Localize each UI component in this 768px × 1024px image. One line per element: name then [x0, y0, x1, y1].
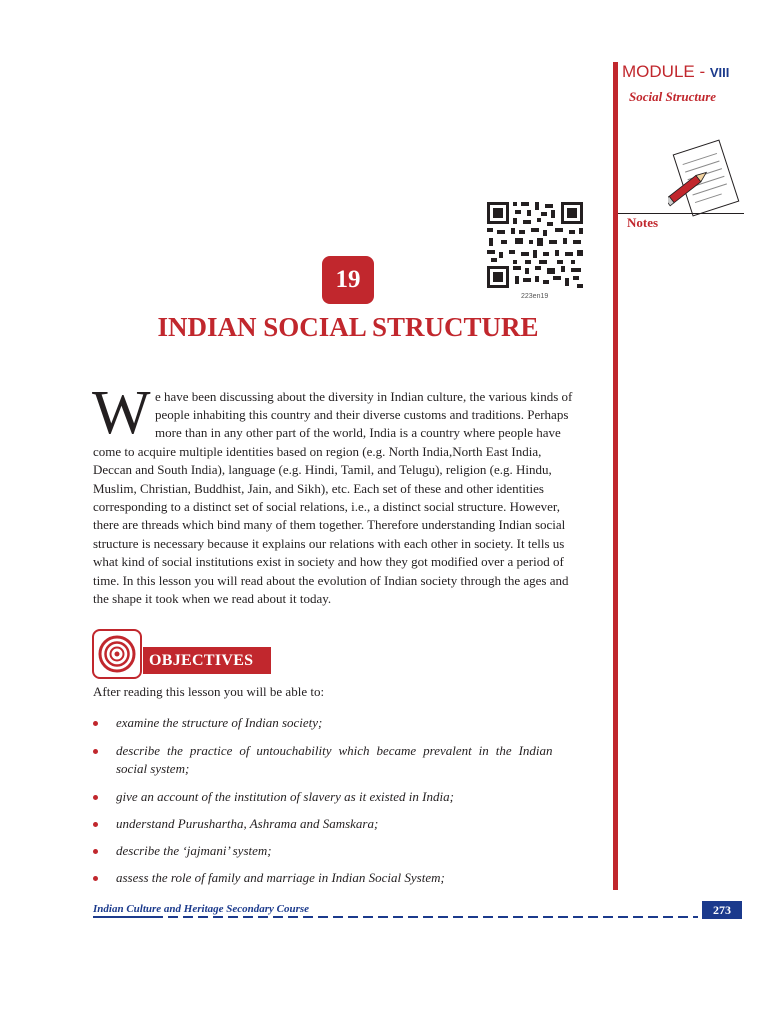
notes-label: Notes: [627, 215, 659, 230]
objectives-lead: After reading this lesson you will be able to:: [93, 684, 325, 699]
intro-line: come to acquire multiple identities based on region (e.g. North India,North East India,: [93, 444, 542, 459]
chapter-title: INDIAN SOCIAL STRUCTURE: [157, 312, 539, 342]
objective-item: assess the role of family and marriage in Indian Social System;: [116, 870, 445, 885]
intro-line: structure is necessary because it explains our relations with each other in society. It tells us: [93, 536, 565, 551]
objective-item: describe the ‘jajmani’ system;: [116, 843, 272, 858]
bullet-icon: [93, 749, 98, 754]
intro-line: there are threads which bind many of them together. Therefore understanding Indian social: [93, 517, 566, 532]
objective-item-continued: social system;: [116, 761, 190, 776]
objective-item: give an account of the institution of slavery as it existed in India;: [116, 789, 454, 804]
target-icon: [92, 629, 142, 679]
section-label: Social Structure: [629, 89, 717, 104]
intro-line: people inhabiting this country and their diverse customs and traditions. Perhaps: [155, 407, 569, 422]
intro-line: what kind of social institutions exist in society and how they got modified over a period of: [93, 554, 564, 569]
objectives-heading: OBJECTIVES: [143, 647, 271, 674]
notes-rule: [618, 213, 744, 214]
notes-pencil-icon: [668, 138, 744, 220]
intro-line: the shape it took when we read about it today.: [93, 591, 332, 606]
bullet-icon: [93, 849, 98, 854]
intro-line: corresponding to a distinct set of social relations, i.e., a distinct social structure. However,: [93, 499, 560, 514]
bullet-icon: [93, 721, 98, 726]
objective-item: describe the practice of untouchability which became prevalent in the Indian: [116, 743, 553, 758]
margin-rule: [613, 62, 618, 890]
bullet-icon: [93, 876, 98, 881]
drop-cap: W: [92, 379, 151, 447]
page-number: 273: [702, 901, 742, 919]
intro-line: Deccan and South India), language (e.g. Hindi, Tamil, and Telugu), religion (e.g. Hindu,: [93, 462, 552, 477]
chapter-number-badge: 19: [322, 256, 374, 304]
module-roman: VIII: [709, 65, 730, 80]
footer-rule-solid: [93, 916, 153, 918]
qr-caption: 223en19: [521, 293, 549, 300]
intro-line: e have been discussing about the diversity in Indian culture, the various kinds of: [155, 389, 573, 404]
module-label: [622, 62, 729, 82]
intro-line: Muslim, Christian, Buddhist, Jain, and Sikh), etc. Each set of these and other identities: [93, 481, 544, 496]
intro-line: time. In this lesson you will read about the evolution of Indian society through the ages and: [93, 573, 569, 588]
qr-code-icon: [485, 200, 585, 290]
module-text: MODULE -: [622, 62, 710, 81]
bullet-icon: [93, 822, 98, 827]
objective-item: understand Purushartha, Ashrama and Samskara;: [116, 816, 379, 831]
objective-item: examine the structure of Indian society;: [116, 715, 323, 730]
footer-rule: [93, 916, 698, 918]
bullet-icon: [93, 795, 98, 800]
footer-course-title: Indian Culture and Heritage Secondary Course: [93, 903, 310, 915]
intro-line: more than in any other part of the world, India is a country where people have: [155, 425, 561, 440]
